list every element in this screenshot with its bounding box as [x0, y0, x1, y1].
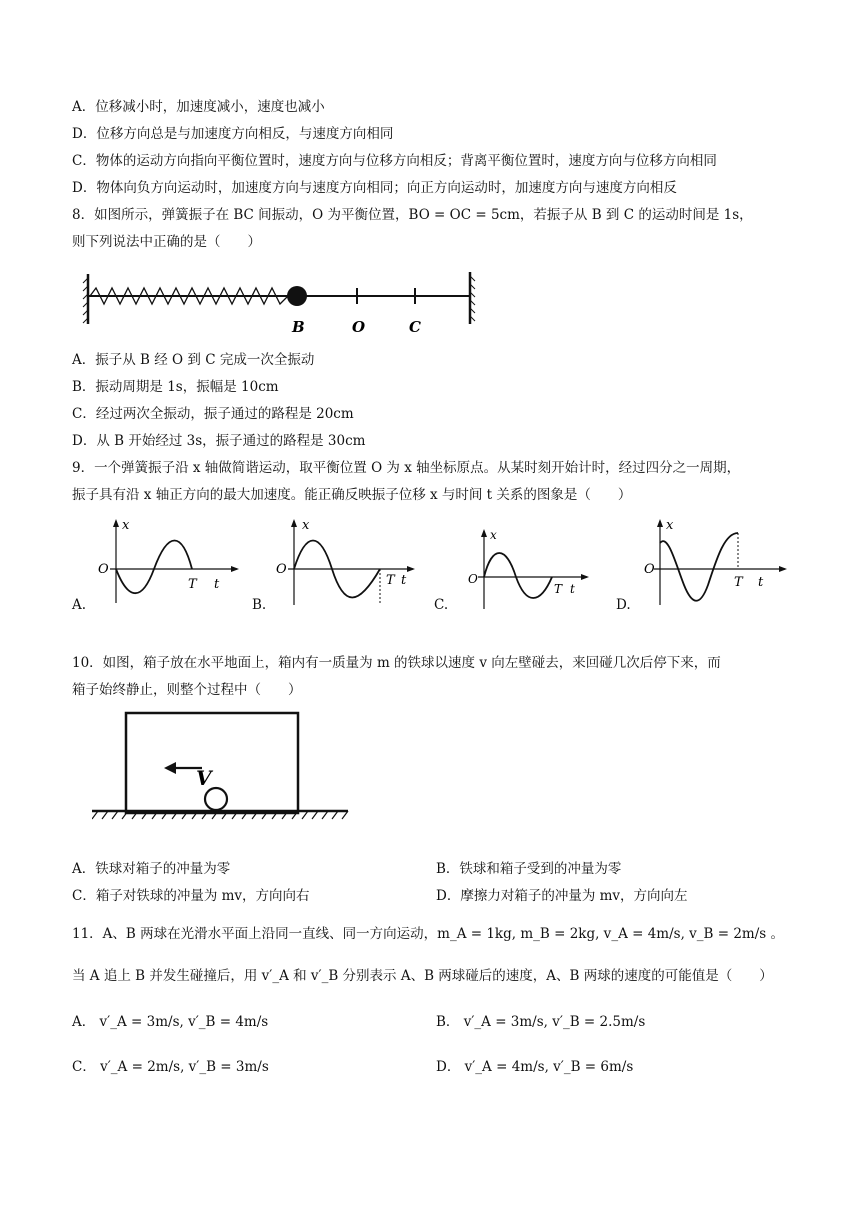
q11-option-d: D． v′_A = 4m/s, v′_B = 6m/s: [436, 1059, 634, 1075]
graph-b: [268, 515, 418, 610]
svg-text:O: O: [276, 562, 287, 577]
svg-text:T: T: [188, 577, 197, 592]
q10-option-a: A．铁球对箱子的冲量为零: [72, 861, 231, 877]
box-ball-figure: [92, 705, 362, 835]
q8-option-d: D．从 B 开始经过 3s，振子通过的路程是 30cm: [72, 433, 366, 449]
svg-text:O: O: [644, 562, 655, 577]
q9-option-b: B.: [252, 597, 267, 613]
svg-text:x: x: [666, 518, 674, 533]
q7-option-a: A．位移减小时，加速度减小，速度也减小: [72, 99, 325, 115]
q10-stem-line2: 箱子始终静止，则整个过程中（ ）: [72, 682, 302, 698]
q11-option-c: C． v′_A = 2m/s, v′_B = 3m/s: [72, 1059, 269, 1075]
iron-ball: [205, 788, 227, 810]
svg-text:O: O: [468, 572, 478, 586]
q9-option-a: A.: [72, 597, 87, 613]
svg-text:T: T: [734, 575, 743, 590]
svg-text:x: x: [122, 518, 130, 533]
q9-stem-line2: 振子具有沿 x 轴正方向的最大加速度。能正确反映振子位移 x 与时间 t 关系的图象是（ ）: [72, 487, 632, 503]
q8-option-c: C．经过两次全振动，振子通过的路程是 20cm: [72, 406, 354, 422]
q10-option-c: C．箱子对铁球的冲量为 mv，方向向右: [72, 888, 310, 904]
oscillator-ball: [287, 286, 307, 306]
svg-text:T: T: [386, 573, 395, 588]
q7-option-d: D．物体向负方向运动时，加速度方向与速度方向相同；向正方向运动时，加速度方向与速度方向相反: [72, 180, 677, 196]
velocity-label: V: [196, 766, 212, 790]
q9-option-d: D.: [616, 597, 631, 613]
q8-option-b: B．振动周期是 1s，振幅是 10cm: [72, 379, 279, 395]
q11-option-a: A． v′_A = 3m/s, v′_B = 4m/s: [72, 1014, 269, 1030]
q10-option-d: D．摩擦力对箱子的冲量为 mv，方向向左: [436, 888, 688, 904]
q8-stem-line2: 则下列说法中正确的是（ ）: [72, 234, 261, 250]
svg-text:t: t: [214, 577, 220, 592]
graph-a: [92, 515, 242, 610]
label-b: B: [292, 318, 305, 336]
q8-stem-line1: 8．如图所示，弹簧振子在 BC 间振动，O 为平衡位置，BO = OC = 5cm，若振子从 B 到 C 的运动时间是 1s，: [72, 207, 753, 223]
spring-oscillator-figure: [82, 268, 492, 338]
svg-text:T: T: [554, 582, 563, 596]
q7-option-c: C．物体的运动方向指向平衡位置时，速度方向与位移方向相反；背离平衡位置时，速度方向与位移方向相同: [72, 153, 717, 169]
q11-option-b: B． v′_A = 3m/s, v′_B = 2.5m/s: [436, 1014, 646, 1030]
svg-text:t: t: [758, 575, 764, 590]
graph-d: [640, 515, 790, 610]
q10-stem-line1: 10．如图，箱子放在水平地面上，箱内有一质量为 m 的铁球以速度 v 向左壁碰去，来回碰几次后停下来，而: [72, 655, 721, 671]
label-c: C: [409, 318, 421, 336]
svg-text:x: x: [302, 518, 310, 533]
q8-option-a: A．振子从 B 经 O 到 C 完成一次全振动: [72, 352, 315, 368]
svg-text:O: O: [98, 562, 109, 577]
svg-text:x: x: [490, 528, 497, 542]
q9-option-c: C.: [434, 597, 449, 613]
svg-text:t: t: [570, 582, 575, 596]
svg-text:t: t: [401, 573, 407, 588]
q11-stem-line1: 11．A、B 两球在光滑水平面上沿同一直线、同一方向运动，m_A = 1kg, m_B = 2kg, v_A = 4m/s, v_B = 2m/s 。: [72, 926, 785, 942]
q10-option-b: B．铁球和箱子受到的冲量为零: [436, 861, 622, 877]
graph-c: [462, 525, 592, 610]
label-o: O: [352, 318, 366, 336]
q11-stem-line2: 当 A 追上 B 并发生碰撞后，用 v′_A 和 v′_B 分别表示 A、B 两球碰后的速度，A、B 两球的速度的可能值是（ ）: [72, 968, 773, 984]
q9-stem-line1: 9．一个弹簧振子沿 x 轴做简谐运动，取平衡位置 O 为 x 轴坐标原点。从某时刻开始计时，经过四分之一周期，: [72, 460, 741, 476]
q7-option-b: D．位移方向总是与加速度方向相反，与速度方向相同: [72, 126, 394, 142]
